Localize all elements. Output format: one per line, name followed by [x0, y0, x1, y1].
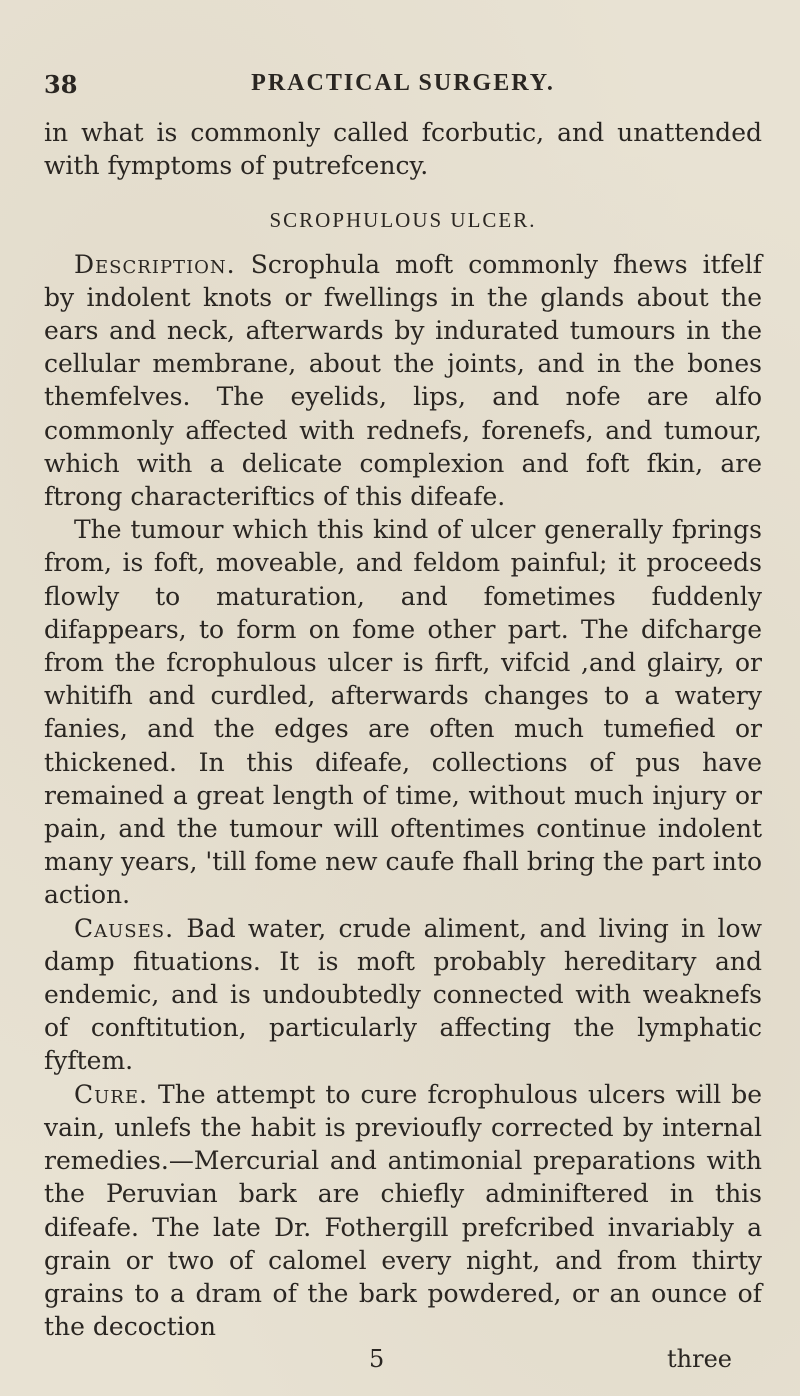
- tumour-paragraph: The tumour which this kind of ulcer generally fprings from, is foft, moveable, and feldom painful; it proceeds flowly to maturation, and fometimes fuddenly difappears, to form on fome other part. The difcharge from the fcrophulous ulcer is firft, vifcid ,and glairy, or whitifh and curdled, afterwards changes to a watery fanies, and the edges are often much tumefied or thickened. In this difeafe, collections of pus have remained a great length of time, without much injury or pain, and the tumour will oftentimes continue indolent many years, 'till fome new caufe fhall bring the part into action.: [44, 515, 762, 910]
- intro-paragraph: in what is commonly called fcorbutic, and unattended with fymptoms of putrefcency.: [44, 118, 762, 181]
- description-paragraph: [44, 248, 762, 514]
- cure-text: The attempt to cure fcrophulous ulcers will be vain, unlefs the habit is previoufly corrected by internal remedies.—Mercurial and antimonial preparations with the Peruvian bark are chiefly adminiftered in this difeafe. The late Dr. Fothergill prefcribed invariably a grain or two of calomel every night, and from thirty grains to a dram of the bark powdered, or an ounce of the decoction: [44, 1079, 762, 1342]
- section-title: SCROPHULOUS ULCER.: [269, 208, 537, 233]
- causes-label: Causes.: [74, 913, 175, 943]
- page-footer: [44, 1345, 762, 1379]
- causes-text: Bad water, crude aliment, and living in low damp fituations. It is moft probably hereditary and endemic, and is undoubtedly connected with weaknefs of conftitution, particularly affecting the lymphatic fyftem.: [44, 913, 763, 1076]
- catchword: three: [667, 1345, 732, 1374]
- signature-mark: 5: [369, 1345, 385, 1374]
- cure-paragraph: [44, 1078, 762, 1344]
- body-text: [44, 116, 762, 1343]
- cure-label: Cure.: [74, 1079, 148, 1109]
- page-number: 38: [44, 70, 78, 99]
- description-label: Description.: [74, 249, 236, 279]
- causes-paragraph: [44, 912, 762, 1078]
- description-text: Scrophula moft commonly fhews itfelf by indolent knots or fwellings in the glands about the ears and neck, afterwards by indurated tumours in the cellular membrane, about the joints, and in the bones themfelves. The eyelids, lips, and nofe are alfo commonly affected with rednefs, forenefs, and tumour, which with a delicate complexion and foft fkin, are ftrong characteriftics of this difeafe.: [44, 249, 762, 512]
- page-header: [44, 70, 762, 110]
- running-head: PRACTICAL SURGERY.: [251, 70, 555, 96]
